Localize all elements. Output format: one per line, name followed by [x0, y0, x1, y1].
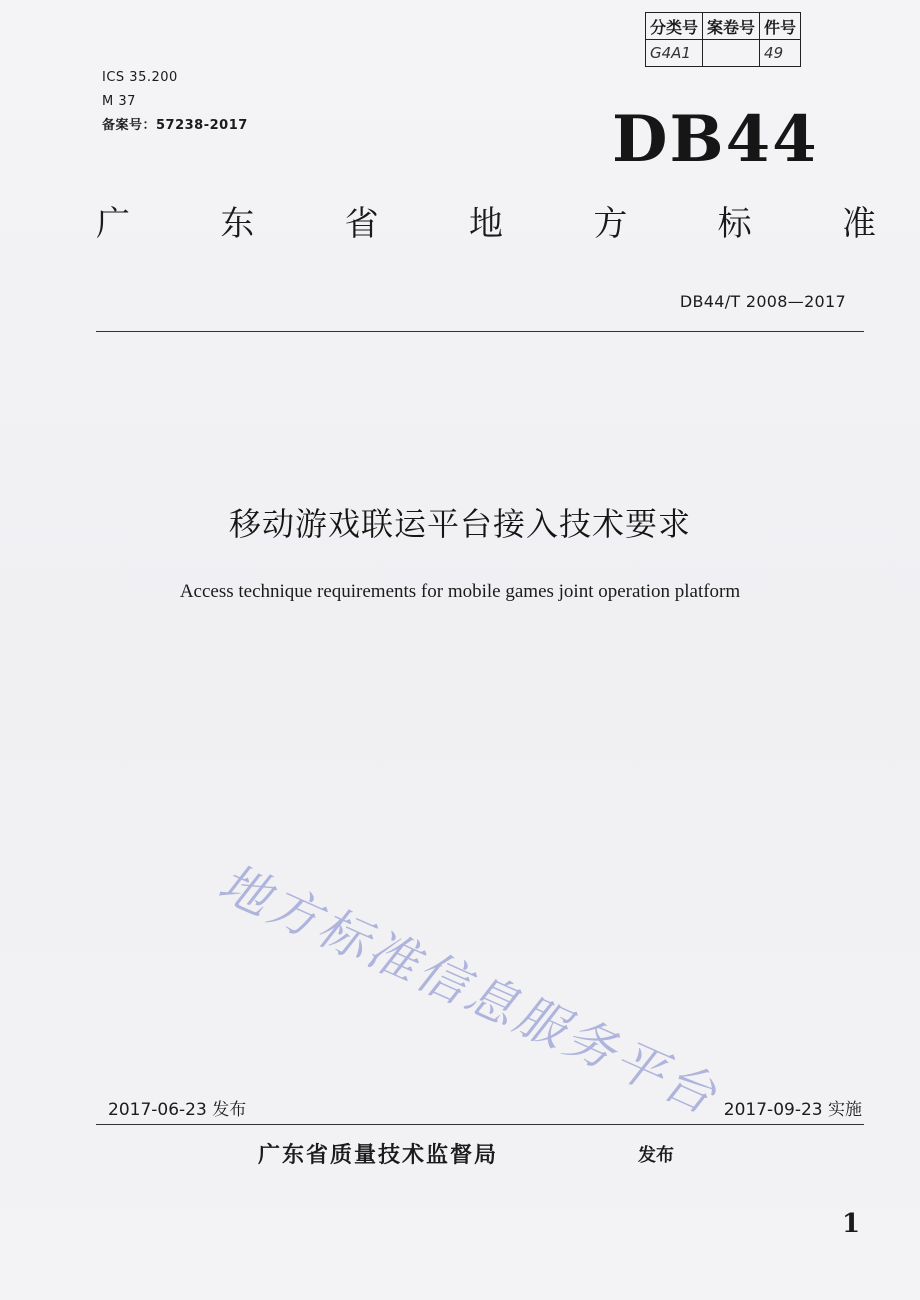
issuer-action: 发布 [638, 1145, 674, 1166]
standard-type-char: 方 [593, 204, 628, 244]
item-header: 件号 [760, 13, 801, 40]
classification-value-row [646, 40, 801, 67]
standard-type-char: 省 [344, 204, 379, 244]
classification-header: 分类号 [646, 13, 703, 40]
document-title-chinese: 移动游戏联运平台接入技术要求 [228, 505, 691, 543]
classification-header-row [646, 13, 801, 40]
standard-type-char: 标 [717, 204, 752, 244]
standard-type-heading [96, 200, 876, 248]
issue-date: 2017-06-23 发布 [108, 1100, 247, 1120]
standard-type-char: 广 [96, 204, 130, 244]
standard-type-char: 东 [220, 204, 255, 244]
standard-type-char: 准 [841, 204, 876, 244]
standard-type-char: 地 [468, 204, 503, 244]
watermark: 地方标准信息服务平台 [210, 853, 728, 1127]
classification-box [645, 12, 801, 67]
page-number: 1 [842, 1209, 861, 1239]
item-value: 49 [760, 40, 801, 67]
ics-code: ICS 35.200 [102, 70, 178, 85]
document-title-english: Access technique requirements for mobile games joint operation platform [179, 581, 741, 602]
archive-value [703, 40, 760, 67]
db44-logo: DB44 [612, 102, 819, 177]
issuing-authority: 广东省质量技术监督局 [258, 1143, 499, 1168]
bottom-divider [96, 1124, 864, 1125]
m-code: M 37 [102, 94, 136, 109]
record-number: 备案号：57238-2017 [102, 118, 248, 133]
classification-value: G4A1 [646, 40, 703, 67]
archive-header: 案卷号 [703, 13, 760, 40]
standard-number: DB44/T 2008—2017 [679, 292, 846, 311]
implementation-date: 2017-09-23 实施 [723, 1100, 862, 1120]
top-divider [96, 331, 864, 332]
